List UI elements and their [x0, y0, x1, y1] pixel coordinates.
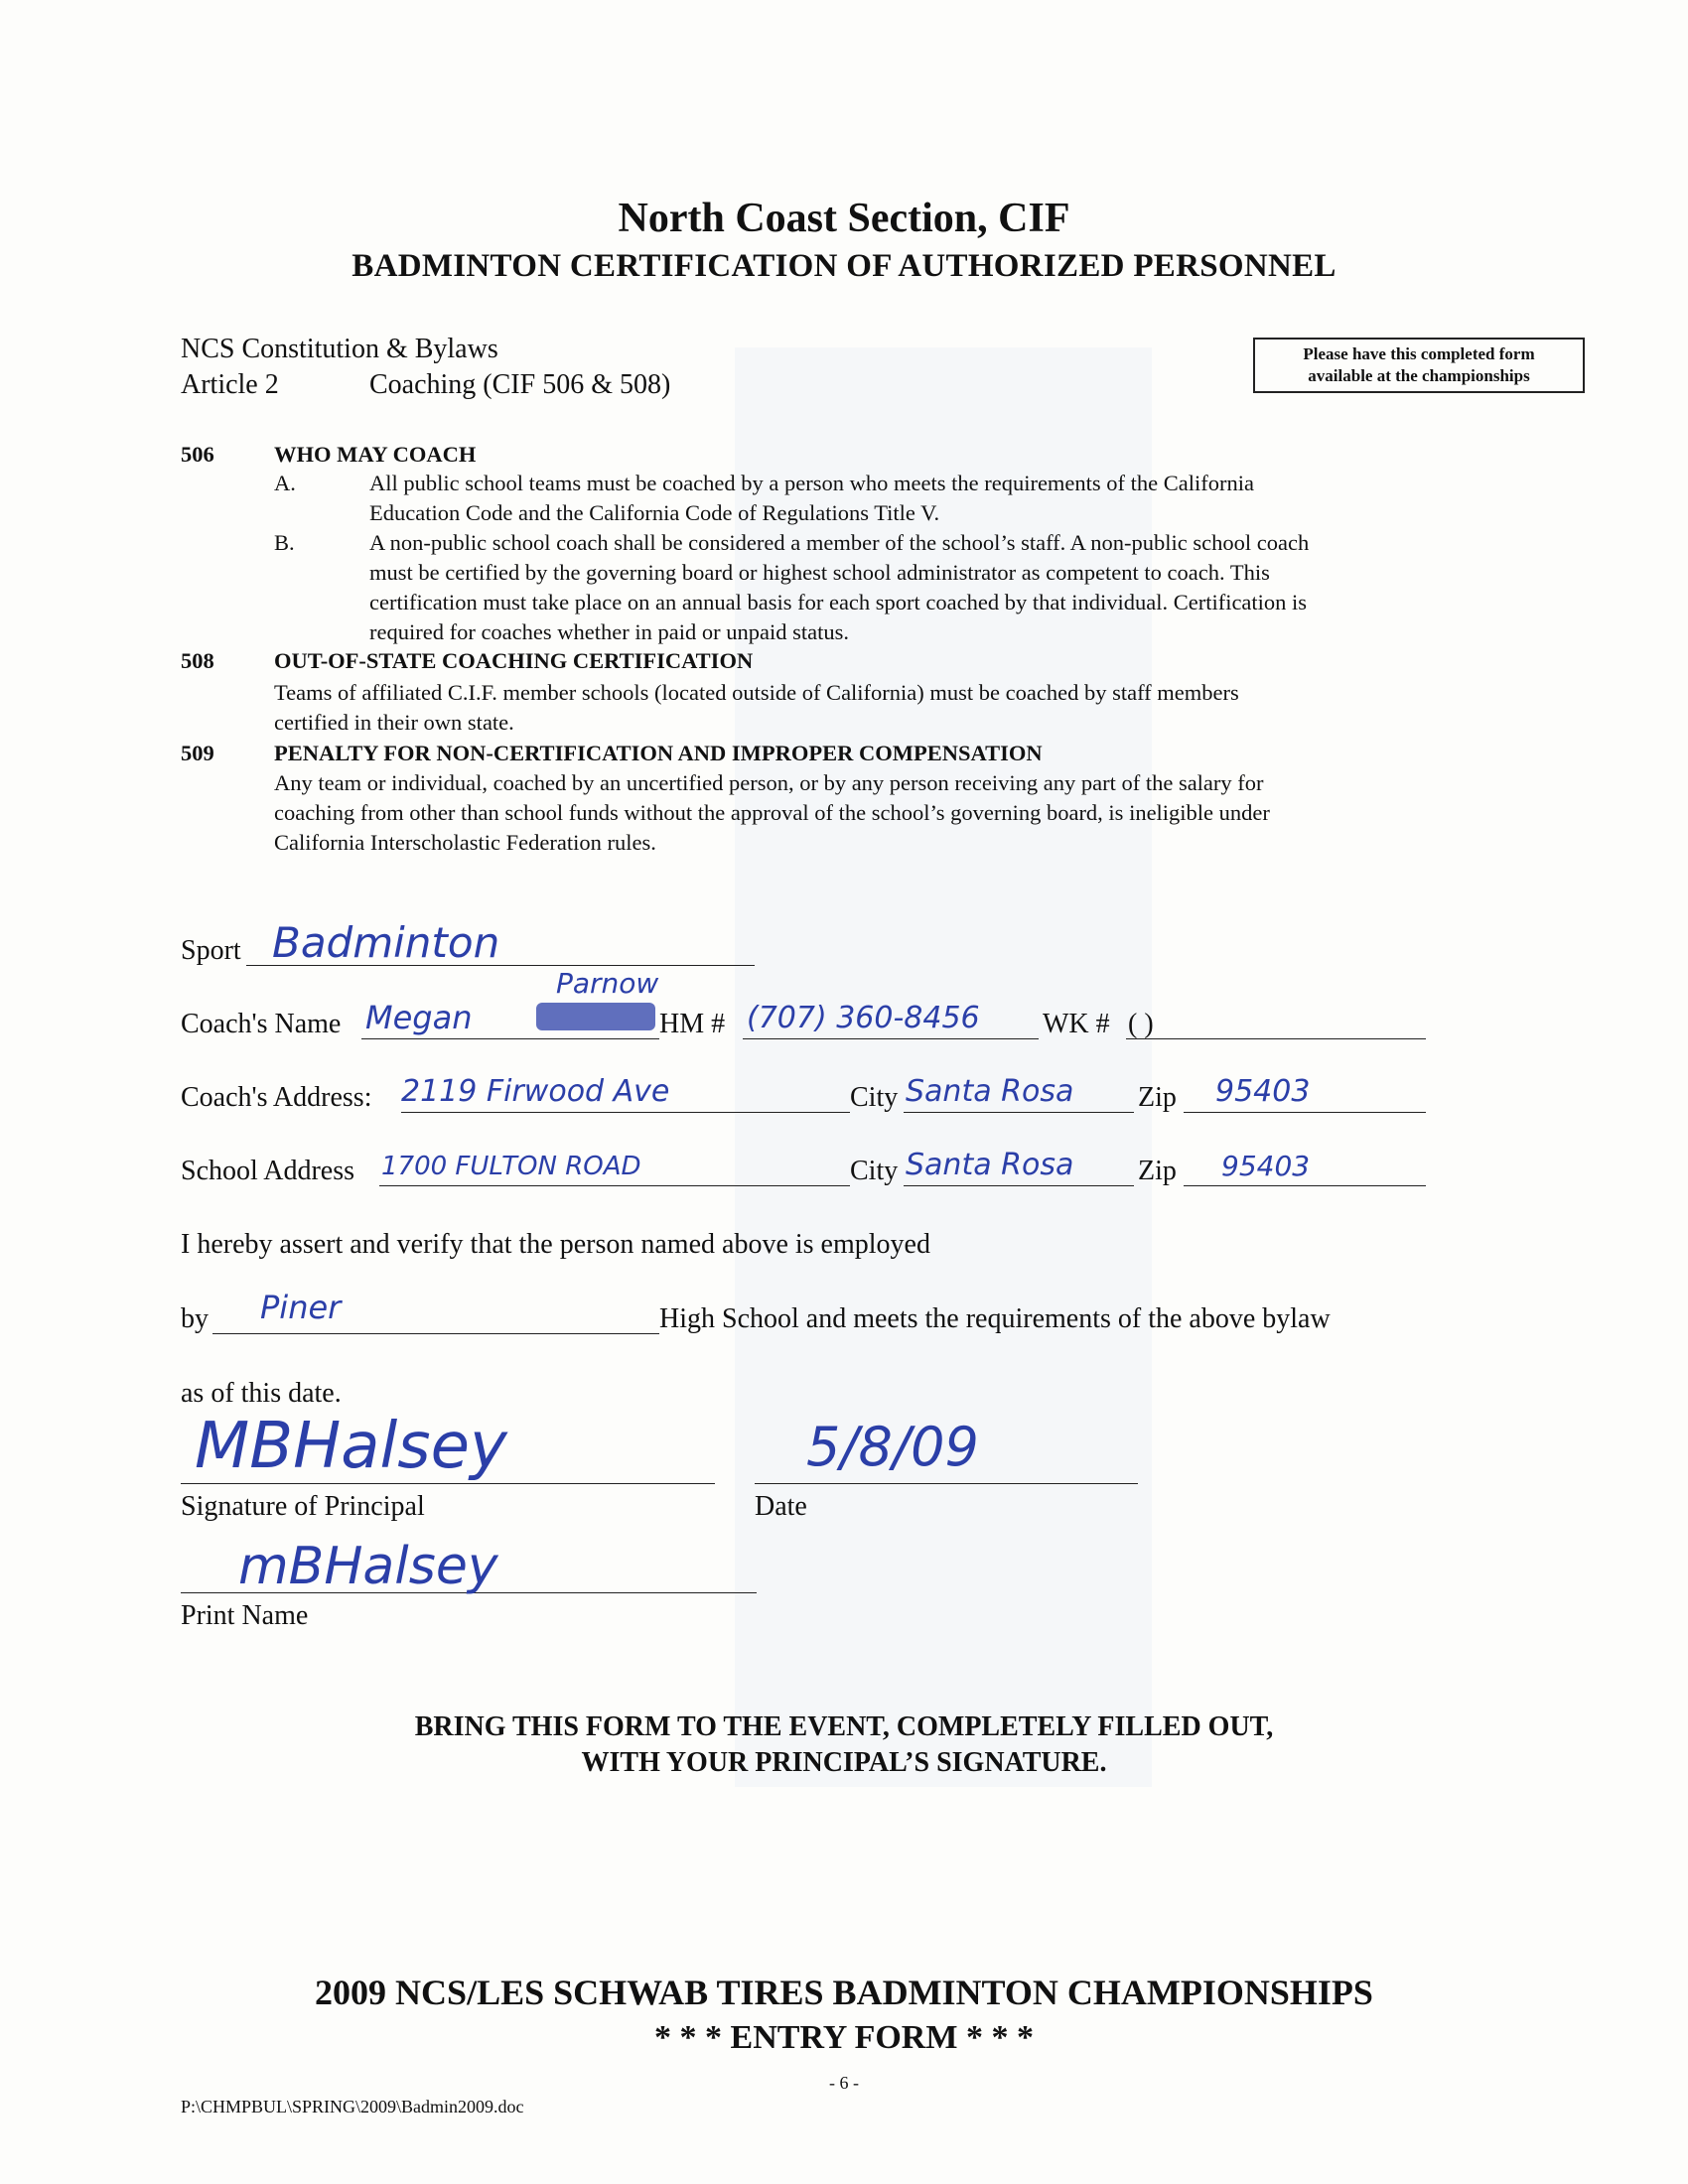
championship-title: 2009 NCS/LES SCHWAB TIRES BADMINTON CHAMPIONSHIPS: [315, 1973, 1373, 2012]
sport-label: Sport: [181, 935, 241, 966]
by-label: by: [181, 1303, 209, 1334]
text-line: A non-public school coach shall be considered a member of the school’s staff. A non-public school coach: [369, 530, 1310, 555]
page-subtitle: BADMINTON CERTIFICATION OF AUTHORIZED PERSONNEL: [352, 248, 1336, 284]
page-number: - 6 -: [829, 2073, 859, 2093]
constitution-line: NCS Constitution & Bylaws: [181, 334, 498, 364]
section-heading: OUT-OF-STATE COACHING CERTIFICATION: [274, 648, 754, 673]
coach-name-value: Megan: [365, 999, 473, 1036]
section-text: [274, 678, 1515, 738]
work-phone-value: ( ): [1128, 1009, 1154, 1039]
coach-zip-label: Zip: [1138, 1082, 1177, 1113]
school-address-label: School Address: [181, 1156, 354, 1186]
school-zip-label: Zip: [1138, 1156, 1177, 1186]
print-name-label: Print Name: [181, 1600, 309, 1631]
text-line: certified in their own state.: [274, 710, 514, 735]
text-line: All public school teams must be coached by a person who meets the requirements of the California: [369, 471, 1255, 495]
item-label: A.: [274, 471, 296, 495]
article-label: Article 2: [181, 369, 279, 400]
work-phone-field-line[interactable]: [1126, 1007, 1426, 1039]
file-path: P:\CHMPBUL\SPRING\2009\Badmin2009.doc: [181, 2097, 524, 2116]
section-number: 509: [181, 741, 214, 765]
section-heading: PENALTY FOR NON-CERTIFICATION AND IMPROPER COMPENSATION: [274, 741, 1043, 765]
text-line: California Interscholastic Federation rules.: [274, 830, 656, 855]
text-line: Any team or individual, coached by an uncertified person, or by any person receiving any part of the salary for: [274, 770, 1264, 795]
coach-name-label: Coach's Name: [181, 1009, 342, 1039]
date-label: Date: [755, 1491, 807, 1522]
section-text: [274, 768, 1525, 858]
coach-address-value: 2119 Firwood Ave: [401, 1074, 670, 1109]
coach-zip-value: 95403: [1215, 1074, 1311, 1109]
scribbled-out-mark: [536, 1003, 655, 1030]
school-city-value: Santa Rosa: [906, 1148, 1074, 1182]
text-line: Education Code and the California Code of Regulations Title V.: [369, 500, 940, 525]
coach-address-label: Coach's Address:: [181, 1082, 372, 1113]
entry-form-title: * * * ENTRY FORM * * *: [654, 2019, 1034, 2056]
item-label: B.: [274, 530, 295, 555]
home-phone-label: HM #: [659, 1009, 726, 1039]
high-school-text: High School and meets the requirements of the above bylaw: [659, 1303, 1331, 1334]
article-text: Coaching (CIF 506 & 508): [369, 369, 671, 400]
school-city-label: City: [850, 1156, 899, 1186]
section-number: 508: [181, 648, 214, 673]
section-heading: WHO MAY COACH: [274, 442, 477, 467]
date-value: 5/8/09: [806, 1416, 979, 1478]
print-name-value: mBHalsey: [238, 1537, 498, 1596]
work-phone-label: WK #: [1043, 1009, 1110, 1039]
assertion-text: I hereby assert and verify that the person named above is employed: [181, 1229, 930, 1260]
bring-form-line: BRING THIS FORM TO THE EVENT, COMPLETELY FILLED OUT,: [414, 1711, 1274, 1742]
school-address-value: 1700 FULTON ROAD: [381, 1152, 641, 1181]
sport-value: Badminton: [272, 918, 500, 967]
item-b-text: [369, 528, 1511, 647]
text-line: required for coaches whether in paid or unpaid status.: [369, 619, 849, 644]
notice-line: available at the championships: [1308, 366, 1530, 385]
text-line: certification must take place on an annual basis for each sport coached by that individual. Certification is: [369, 590, 1308, 614]
coach-city-label: City: [850, 1082, 899, 1113]
as-of-text: as of this date.: [181, 1378, 342, 1409]
coach-name-correction: Parnow: [556, 967, 659, 1000]
item-a-text: [369, 469, 1511, 528]
coach-city-value: Santa Rosa: [906, 1074, 1074, 1109]
school-name-value: Piner: [260, 1289, 342, 1326]
page-title: North Coast Section, CIF: [618, 196, 1070, 241]
school-zip-value: 95403: [1221, 1150, 1311, 1182]
text-line: Teams of affiliated C.I.F. member schools (located outside of California) must be coached by staff members: [274, 680, 1239, 705]
text-line: coaching from other than school funds without the approval of the school’s governing board, is ineligible under: [274, 800, 1270, 825]
signature-label: Signature of Principal: [181, 1491, 425, 1522]
section-number: 506: [181, 442, 214, 467]
notice-line: Please have this completed form: [1303, 344, 1535, 363]
home-phone-value: (707) 360-8456: [747, 1001, 980, 1035]
principal-signature: MBHalsey: [195, 1410, 507, 1483]
notice-box: [1253, 338, 1585, 393]
text-line: must be certified by the governing board or highest school administrator as competent to coach. This: [369, 560, 1270, 585]
bring-form-line: WITH YOUR PRINCIPAL’S SIGNATURE.: [581, 1747, 1107, 1778]
